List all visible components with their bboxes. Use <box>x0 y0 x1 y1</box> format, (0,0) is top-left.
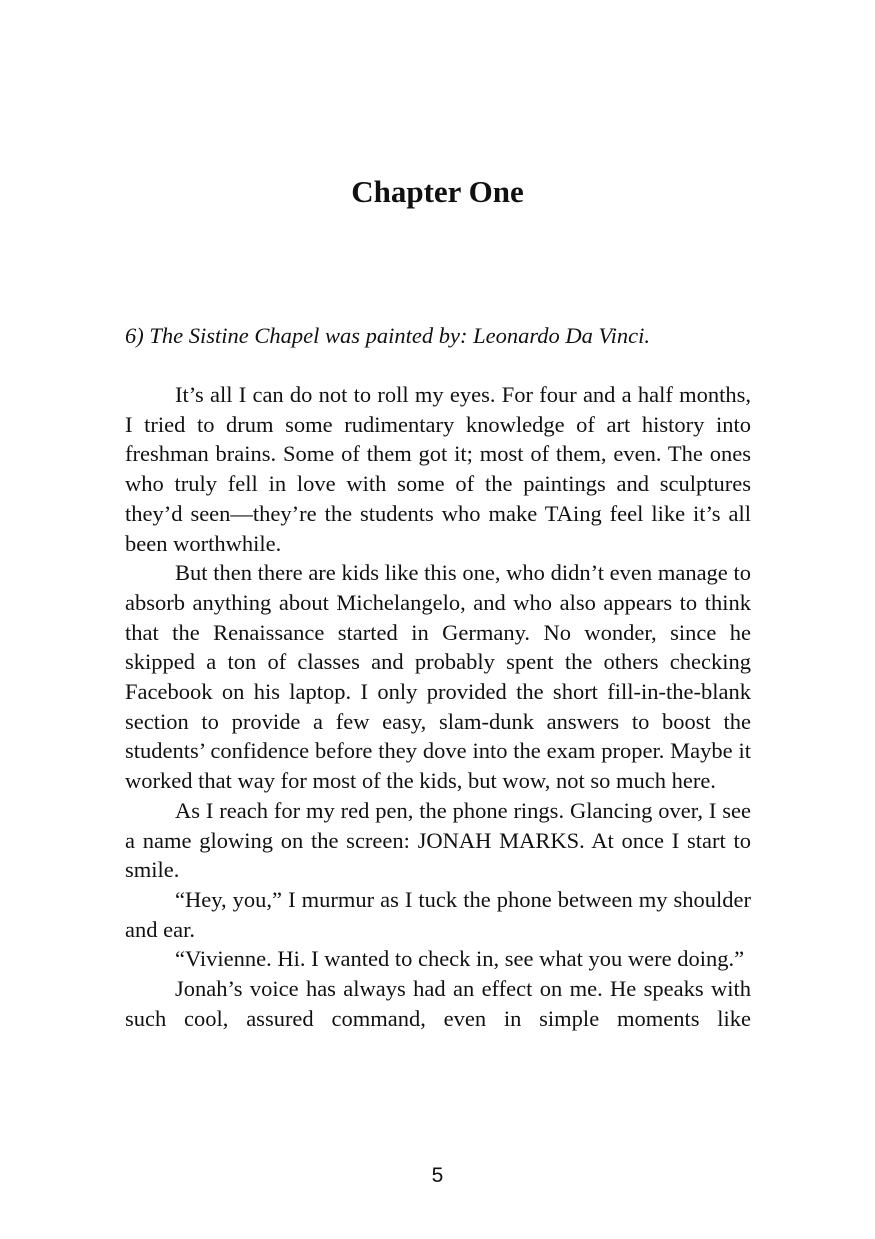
paragraph: As I reach for my red pen, the phone rings. Glancing over, I see a name glowing on the screen: JONAH MARKS. At once I start to smile. <box>125 797 751 883</box>
body-text <box>125 380 751 1033</box>
paragraph: But then there are kids like this one, who didn’t even manage to absorb anything about Michelangelo, and who also appears to think that the Renaissance started in Germany. No wonder, since he skipped a ton of classes and probably spent the others checking Facebook on his laptop. I only provided the short fill-in-the-blank section to provide a few easy, slam-dunk answers to boost the students’ confidence before they dove into the exam proper. Maybe it worked that way for most of the kids, but wow, not so much here. <box>125 560 751 794</box>
chapter-title: Chapter One <box>351 174 524 209</box>
epigraph: 6) The Sistine Chapel was painted by: Leonardo Da Vinci. <box>125 323 650 348</box>
page-number: 5 <box>431 1164 444 1187</box>
paragraph: It’s all I can do not to roll my eyes. For four and a half months, I tried to drum some rudimentary knowledge of art history into freshman brains. Some of them got it; most of them, even. The ones who truly fell in love with some of the paintings and sculptures they’d seen—they’re the students who make TAing feel like it’s all been worthwhile. <box>125 382 751 556</box>
paragraph: “Vivienne. Hi. I wanted to check in, see what you were doing.” <box>175 946 745 972</box>
paragraph: Jonah’s voice has always had an effect on me. He speaks with such cool, assured command, even in simple moments like <box>125 976 751 1031</box>
paragraph: “Hey, you,” I murmur as I tuck the phone between my shoulder and ear. <box>125 886 751 942</box>
